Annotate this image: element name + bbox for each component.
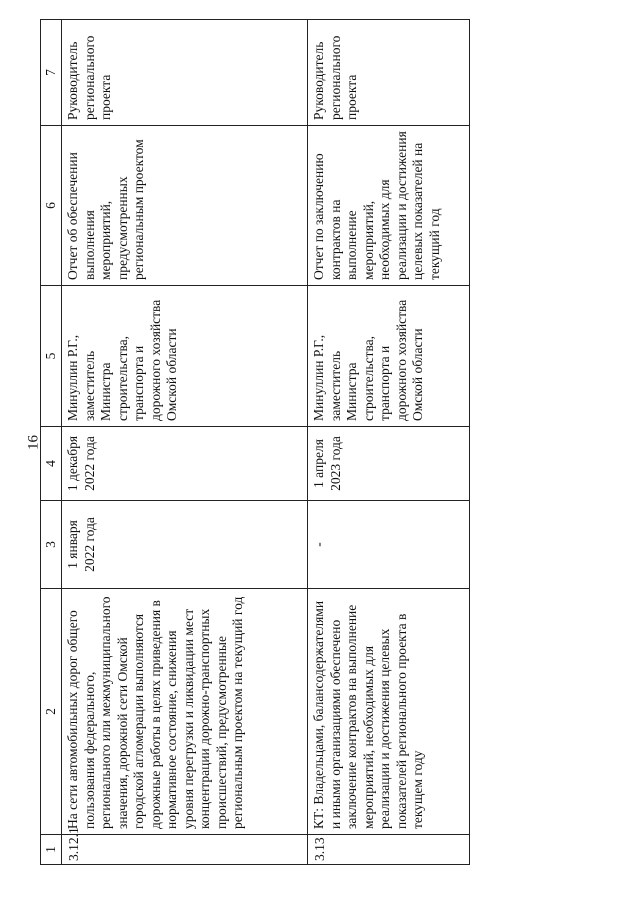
row-supervisor: Руководитель регионального проекта (308, 20, 470, 126)
header-col-1: 1 (41, 835, 62, 865)
row-end-date: 1 апреля 2023 года (308, 427, 470, 501)
row-start-date: - (308, 501, 470, 589)
table-rotation-frame (40, 20, 470, 865)
row-start-date: 1 января 2022 года (62, 501, 308, 589)
header-col-4: 4 (41, 427, 62, 501)
project-table (40, 19, 470, 865)
row-document: Отчет по заключению контрактов на выполнение мероприятий, необходимых для реализации и достижения целевых показателей на текущий год (308, 126, 470, 286)
header-col-5: 5 (41, 286, 62, 427)
row-document: Отчет об обеспечении выполнения мероприятий, предусмотренных региональным проектом (62, 126, 308, 286)
header-col-2: 2 (41, 589, 62, 835)
header-row (41, 20, 62, 865)
row-description: На сети автомобильных дорог общего пользования федерального, регионального или межмуниципального значения, дорожной сети Омской городской агломерации выполняются дорожные работы в целях приведения в нормативное состояние, снижения уровня перегрузки и ликвидации мест концентрации дорожно-транспортных происшествий, предусмотренные региональным проектом на текущий год (62, 589, 308, 835)
header-col-7: 7 (41, 20, 62, 126)
header-col-3: 3 (41, 501, 62, 589)
row-end-date: 1 декабря 2022 года (62, 427, 308, 501)
row-number: 3.12.1 (62, 835, 308, 865)
table-row (62, 20, 308, 865)
row-responsible: Минуллин Р.Г., заместитель Министра строительства, транспорта и дорожного хозяйства Омской области (62, 286, 308, 427)
table-rotated-content (40, 20, 470, 865)
header-col-6: 6 (41, 126, 62, 286)
page-number: 16 (25, 435, 42, 450)
row-number: 3.13 (308, 835, 470, 865)
row-description: КТ: Владельцами, балансодержателями и иными организациями обеспечено заключение контрактов на выполнение мероприятий, необходимых для реализации и достижения целевых показателей регионального проекта в текущем году (308, 589, 470, 835)
table-row (308, 20, 470, 865)
row-supervisor: Руководитель регионального проекта (62, 20, 308, 126)
row-responsible: Минуллин Р.Г., заместитель Министра строительства, транспорта и дорожного хозяйства Омской области (308, 286, 470, 427)
